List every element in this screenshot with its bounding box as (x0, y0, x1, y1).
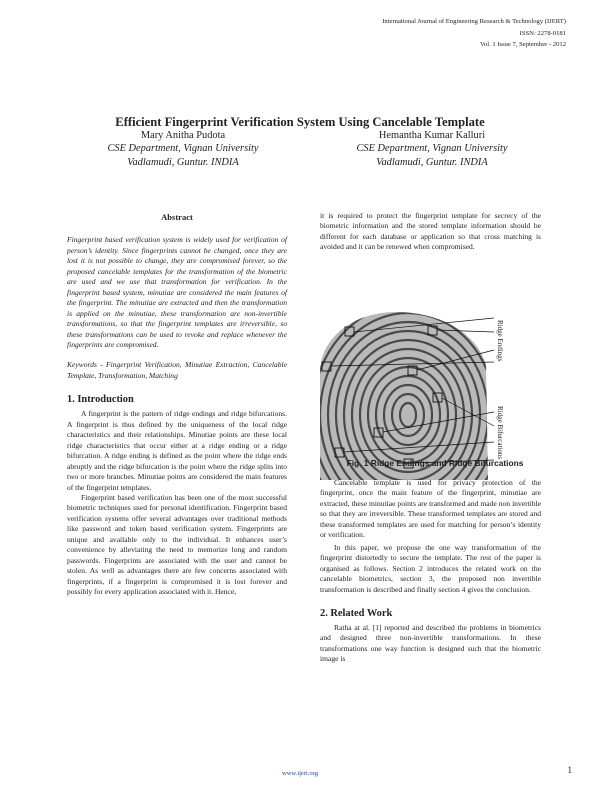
footer-url[interactable]: www.ijert.org (282, 770, 318, 777)
journal-header (382, 16, 566, 51)
journal-volume: Vol. 1 Issue 7, September - 2012 (480, 41, 566, 48)
section-heading-introduction: 1. Introduction (67, 394, 134, 406)
keywords: Keywords - Fingerprint Verification, Minutiae Extraction, Cancelable Template, Transformation, Matching (67, 360, 287, 380)
right-column-bottom (320, 478, 541, 665)
right-paragraph-1: Cancelable template is used for privacy protection of the fingerprint, once the main feature of the fingerprint, minutiae are extracted, these minutiae points are transformed and made non invertible so that they are irreversible. These transformed templates are stored and these transformed templates are used for matching for person’s identity or verification. (320, 478, 541, 540)
author-department: CSE Department, Vignan University (356, 143, 508, 155)
abstract-text: Fingerprint based verification system is widely used for verification of person’s identity. Since fingerprints cannot be changed, once they are lost it is not possible to change, they are compromised forever, so the proposed cancelable templates for the transformation of the biometric are used and we use that transformation for verification. In the fingerprint based system, minutiae are considered the main features of the fingerprint. The minutiae are extracted and then the transformation is applied on the minutiae, these transformation are non-invertible transformations, so that the fingerprint templates are irreversible, so these transformations can be used to revoke and replace whenever the fingerprints are compromised. (67, 235, 287, 349)
author-block-1 (63, 129, 303, 169)
right-column-top (320, 211, 541, 253)
continued-paragraph: it is required to protect the fingerprint template for secrecy of the biometric information and the stored template information should be different for each database or application so that cross matching is avoided and it can be renewed when compromised. (320, 211, 541, 252)
figure-caption: Fig. 1 Ridge Endings and Ridge Bifurcations (346, 458, 524, 468)
author-location: Vadlamudi, Guntur. INDIA (376, 156, 488, 168)
author-block-2 (312, 129, 552, 169)
journal-issn: ISSN: 2278-0181 (519, 29, 566, 37)
label-ridge-endings: Ridge Endings (496, 320, 504, 362)
right-paragraph-2: In this paper, we propose the one way transformation of the fingerprint distortedly to secure the template. The rest of the paper is organised as follows. Section 2 introduces the related work on the cancelable biometrics, section 3, the proposed non invertible transformation is described and finally section 4 gives the conclusion. (320, 542, 541, 594)
section-heading-related-work: 2. Related Work (320, 607, 393, 619)
intro-paragraph-2: Fingerprint based verification has been one of the most successful biometric techniques used for personal identification. Fingerprint based verification systems offer several advantages over traditional methods like password and token based verification system. Fingerprints are unique and available only to the individual. It enhances user’s convenience by alleviating the need to memorize long and random passwords. Fingerprints are associated with the user and cannot be stolen. As well as advantages there are few concerns associated with fingerprints, if a fingerprint is compromised it is lost forever and possibly for every application associated with it. Hence, (67, 492, 287, 597)
intro-paragraph-1: A fingerprint is the pattern of ridge endings and ridge bifurcations. A fingerprint is thus defined by the uniqueness of the local ridge characteristics and their relationships. Minutiae points are these local ridge characteristics that occur either at a ridge ending or a ridge bifurcation. A ridge ending is defined as the point where the ridge ends abruptly and the ridge bifurcation is the point where the ridge splits into two or more branches. Minutiae points are considered the main features of the fingerprint templates. (67, 409, 287, 492)
journal-name: International Journal of Engineering Research & Technology (IJERT) (382, 18, 566, 25)
author-department: CSE Department, Vignan University (107, 143, 259, 155)
page-number: 1 (567, 765, 572, 775)
paper-title: Efficient Fingerprint Verification System Using Cancelable Template (115, 115, 485, 129)
abstract-heading: Abstract (161, 212, 193, 222)
related-paragraph-1: Ratha at al. [1] reported and described the problems in biometrics and designed three non-invertible transformations. In these transformations one way function is designed such that the biometric image is (320, 622, 541, 664)
author-name: Hemantha Kumar Kalluri (378, 130, 486, 141)
label-ridge-bifurcations: Ridge Bifurcations (496, 406, 504, 460)
author-name: Mary Anitha Pudota (140, 130, 226, 141)
author-location: Vadlamudi, Guntur. INDIA (127, 156, 239, 168)
left-column (67, 212, 287, 598)
fingerprint-figure (316, 310, 548, 482)
